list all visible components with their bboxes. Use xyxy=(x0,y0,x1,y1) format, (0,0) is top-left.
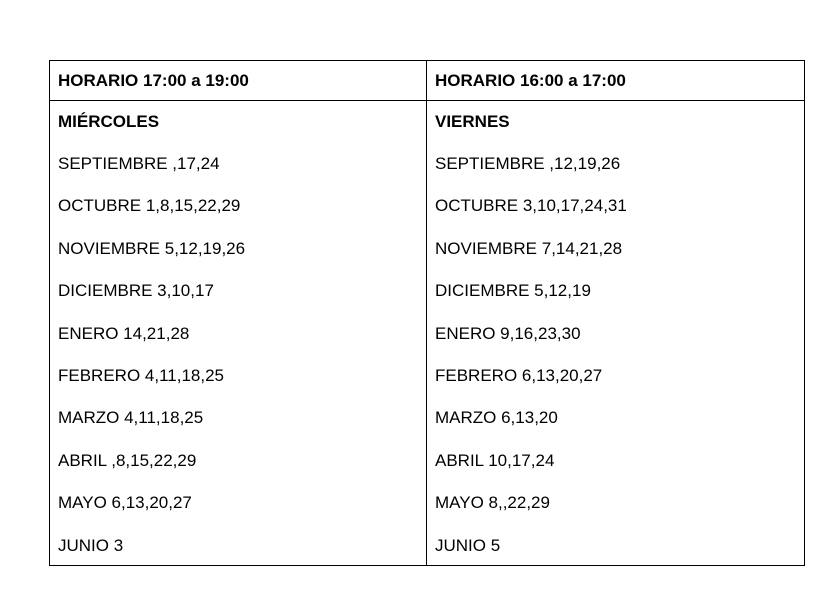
column-header: HORARIO 16:00 a 17:00 xyxy=(427,61,804,101)
month-dates: JUNIO 3 xyxy=(58,535,124,555)
month-dates: JUNIO 5 xyxy=(435,535,501,555)
month-dates: NOVIEMBRE 5,12,19,26 xyxy=(58,238,246,258)
month-dates: ENERO 14,21,28 xyxy=(58,323,190,343)
month-dates: SEPTIEMBRE ,17,24 xyxy=(58,154,220,173)
month-dates: MARZO 6,13,20 xyxy=(435,408,558,428)
schedule-table xyxy=(49,60,805,566)
month-dates: MAYO 6,13,20,27 xyxy=(58,493,192,513)
month-dates: SEPTIEMBRE ,12,19,26 xyxy=(435,154,621,173)
month-dates: ENERO 9,16,23,30 xyxy=(435,323,581,343)
month-dates: DICIEMBRE 3,10,17 xyxy=(58,281,214,301)
month-dates: MARZO 4,11,18,25 xyxy=(58,408,204,428)
month-dates: DICIEMBRE 5,12,19 xyxy=(435,281,591,301)
month-dates: NOVIEMBRE 7,14,21,28 xyxy=(435,238,623,258)
month-dates: OCTUBRE 3,10,17,24,31 xyxy=(435,196,627,216)
column-body xyxy=(50,101,426,557)
month-dates: ABRIL ,8,15,22,29 xyxy=(58,450,197,470)
month-dates: FEBRERO 4,11,18,25 xyxy=(58,365,224,385)
day-label: MIÉRCOLES xyxy=(58,112,160,131)
column-body xyxy=(427,101,804,557)
month-dates: FEBRERO 6,13,20,27 xyxy=(435,365,603,385)
month-dates: ABRIL 10,17,24 xyxy=(435,450,555,470)
day-label: VIERNES xyxy=(435,112,510,131)
column-header: HORARIO 17:00 a 19:00 xyxy=(50,61,426,101)
column-wednesday xyxy=(50,61,427,565)
column-friday xyxy=(427,61,804,565)
month-dates: OCTUBRE 1,8,15,22,29 xyxy=(58,196,241,216)
month-dates: MAYO 8,,22,29 xyxy=(435,493,550,513)
